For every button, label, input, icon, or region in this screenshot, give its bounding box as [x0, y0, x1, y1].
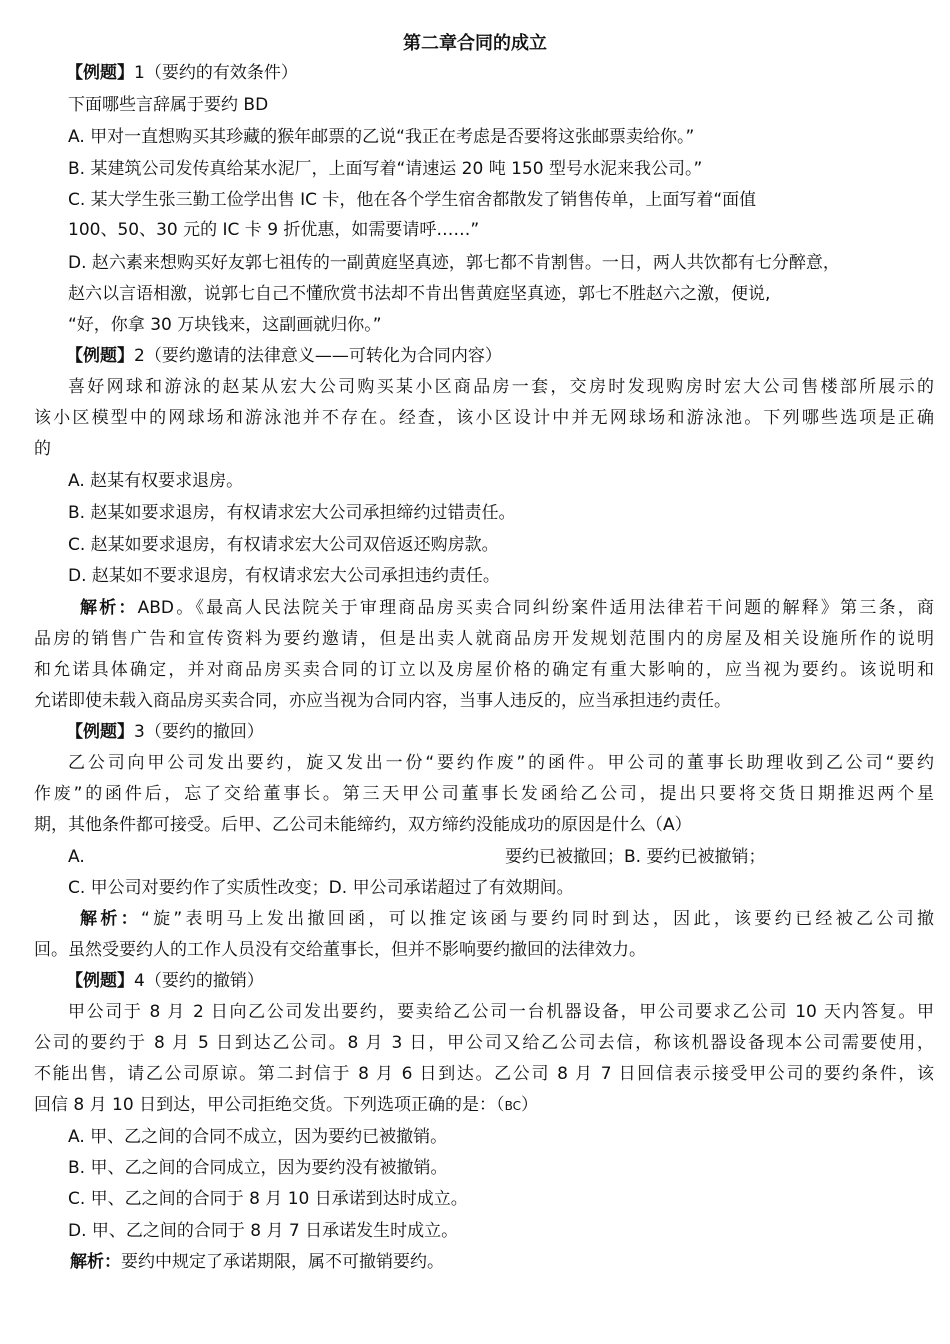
example-tag: 【例题】: [66, 63, 134, 83]
example-3-stem-cont: 作废”的函件后，忘了交给董事长。第三天甲公司董事长发函给乙公司，提出只要将交货日期推迟两个星: [34, 784, 934, 804]
example-1-option-d-cont: 赵六以言语相激，说郭七自己不懂欣赏书法却不肯出售黄庭坚真迹，郭七不胜赵六之激，便说,: [68, 284, 771, 304]
chapter-title: 第二章合同的成立: [403, 33, 547, 54]
example-1-option-b: B. 某建筑公司发传真给某水泥厂，上面写着“请速运 20 吨 150 型号水泥来我公司。”: [68, 159, 703, 179]
example-2-option-d: D. 赵某如不要求退房，有权请求宏大公司承担违约责任。: [68, 566, 500, 586]
example-2-heading: 【例题】2（要约邀请的法律意义——可转化为合同内容）: [66, 346, 502, 366]
example-3-stem: 乙公司向甲公司发出要约，旋又发出一份“要约作废”的函件。甲公司的董事长助理收到乙公司“要约: [68, 753, 934, 773]
example-3-analysis-end: 回。虽然受要约人的工作人员没有交给董事长，但并不影响要约撤回的法律效力。: [34, 940, 646, 960]
example-4-stem-end: 回信 8 月 10 日到达，甲公司拒绝交货。下列选项正确的是：（BC）: [34, 1095, 538, 1115]
analysis-label: 解析：: [80, 909, 141, 929]
example-4-heading: 【例题】4（要约的撤销）: [66, 971, 264, 991]
example-3-stem-end: 期，其他条件都可接受。后甲、乙公司未能缔约，双方缔约没能成功的原因是什么（A）: [34, 815, 692, 835]
example-2-stem-cont: 该小区模型中的网球场和游泳池并不存在。经查，该小区设计中并无网球场和游泳池。下列哪些选项是正确: [34, 408, 934, 428]
example-3-options-ab: 要约已被撤回；B. 要约已被撤销；: [505, 847, 766, 867]
example-2-stem: 喜好网球和游泳的赵某从宏大公司购买某小区商品房一套，交房时发现购房时宏大公司售楼部所展示的: [68, 377, 934, 397]
example-1-option-c: C. 某大学生张三勤工俭学出售 IC 卡，他在各个学生宿舍都散发了销售传单，上面写着“面值: [68, 190, 757, 210]
answer-key: BC: [504, 1099, 521, 1113]
example-2-analysis: 解析：ABD。《最高人民法院关于审理商品房买卖合同纠纷案件适用法律若干问题的解释》第三条，商: [80, 598, 934, 618]
example-2-option-a: A. 赵某有权要求退房。: [68, 471, 244, 491]
example-tag: 【例题】: [66, 971, 134, 991]
example-1-option-a: A. 甲对一直想购买其珍藏的猴年邮票的乙说“我正在考虑是否要将这张邮票卖给你。”: [68, 127, 695, 147]
example-1-stem: 下面哪些言辞属于要约 BD: [68, 95, 269, 115]
example-3-options-cd: C. 甲公司对要约作了实质性改变；D. 甲公司承诺超过了有效期间。: [68, 878, 574, 898]
example-1-option-d: D. 赵六素来想购买好友郭七祖传的一副黄庭坚真迹，郭七都不肯割售。一日，两人共饮都有七分醉意，: [68, 253, 840, 273]
example-2-option-c: C. 赵某如要求退房，有权请求宏大公司双倍返还购房款。: [68, 535, 499, 555]
example-3-option-a-label: A.: [68, 847, 85, 867]
example-2-analysis-cont: 和允诺具体确定，并对商品房买卖合同的订立以及房屋价格的确定有重大影响的，应当视为要约。该说明和: [34, 660, 934, 680]
analysis-label: 解析：: [70, 1252, 121, 1272]
analysis-label: 解析：: [80, 598, 138, 618]
example-1-heading: 【例题】1（要约的有效条件）: [66, 63, 298, 83]
example-4-option-d: D. 甲、乙之间的合同于 8 月 7 日承诺发生时成立。: [68, 1221, 459, 1241]
example-4-option-c: C. 甲、乙之间的合同于 8 月 10 日承诺到达时成立。: [68, 1189, 468, 1209]
example-4-analysis: 解析：要约中规定了承诺期限，属不可撤销要约。: [70, 1252, 444, 1272]
example-4-option-a: A. 甲、乙之间的合同不成立，因为要约已被撤销。: [68, 1127, 448, 1147]
example-2-analysis-cont: 品房的销售广告和宣传资料为要约邀请，但是出卖人就商品房开发规划范围内的房屋及相关设施所作的说明: [34, 629, 934, 649]
example-3-analysis: 解析：“旋”表明马上发出撤回函，可以推定该函与要约同时到达，因此，该要约已经被乙公司撤: [80, 909, 935, 929]
example-4-stem-cont: 公司的要约于 8 月 5 日到达乙公司。8 月 3 日，甲公司又给乙公司去信，称该机器设备现本公司需要使用，: [34, 1033, 934, 1053]
example-tag: 【例题】: [66, 346, 134, 366]
example-4-stem-cont: 不能出售，请乙公司原谅。第二封信于 8 月 6 日到达。乙公司 8 月 7 日回信表示接受甲公司的要约条件，该: [34, 1064, 934, 1084]
example-tag: 【例题】: [66, 722, 134, 742]
example-3-heading: 【例题】3（要约的撤回）: [66, 722, 264, 742]
example-2-analysis-end: 允诺即使未载入商品房买卖合同，亦应当视为合同内容，当事人违反的，应当承担违约责任。: [34, 691, 731, 711]
example-4-stem: 甲公司于 8 月 2 日向乙公司发出要约，要卖给乙公司一台机器设备，甲公司要求乙公司 10 天内答复。甲: [68, 1002, 934, 1022]
example-1-option-c-cont: 100、50、30 元的 IC 卡 9 折优惠，如需要请呼……”: [68, 220, 480, 240]
example-2-stem-end: 的: [34, 439, 51, 459]
example-1-option-d-quote: “好，你拿 30 万块钱来，这副画就归你。”: [68, 315, 382, 335]
example-2-option-b: B. 赵某如要求退房，有权请求宏大公司承担缔约过错责任。: [68, 503, 516, 523]
example-4-option-b: B. 甲、乙之间的合同成立，因为要约没有被撤销。: [68, 1158, 448, 1178]
